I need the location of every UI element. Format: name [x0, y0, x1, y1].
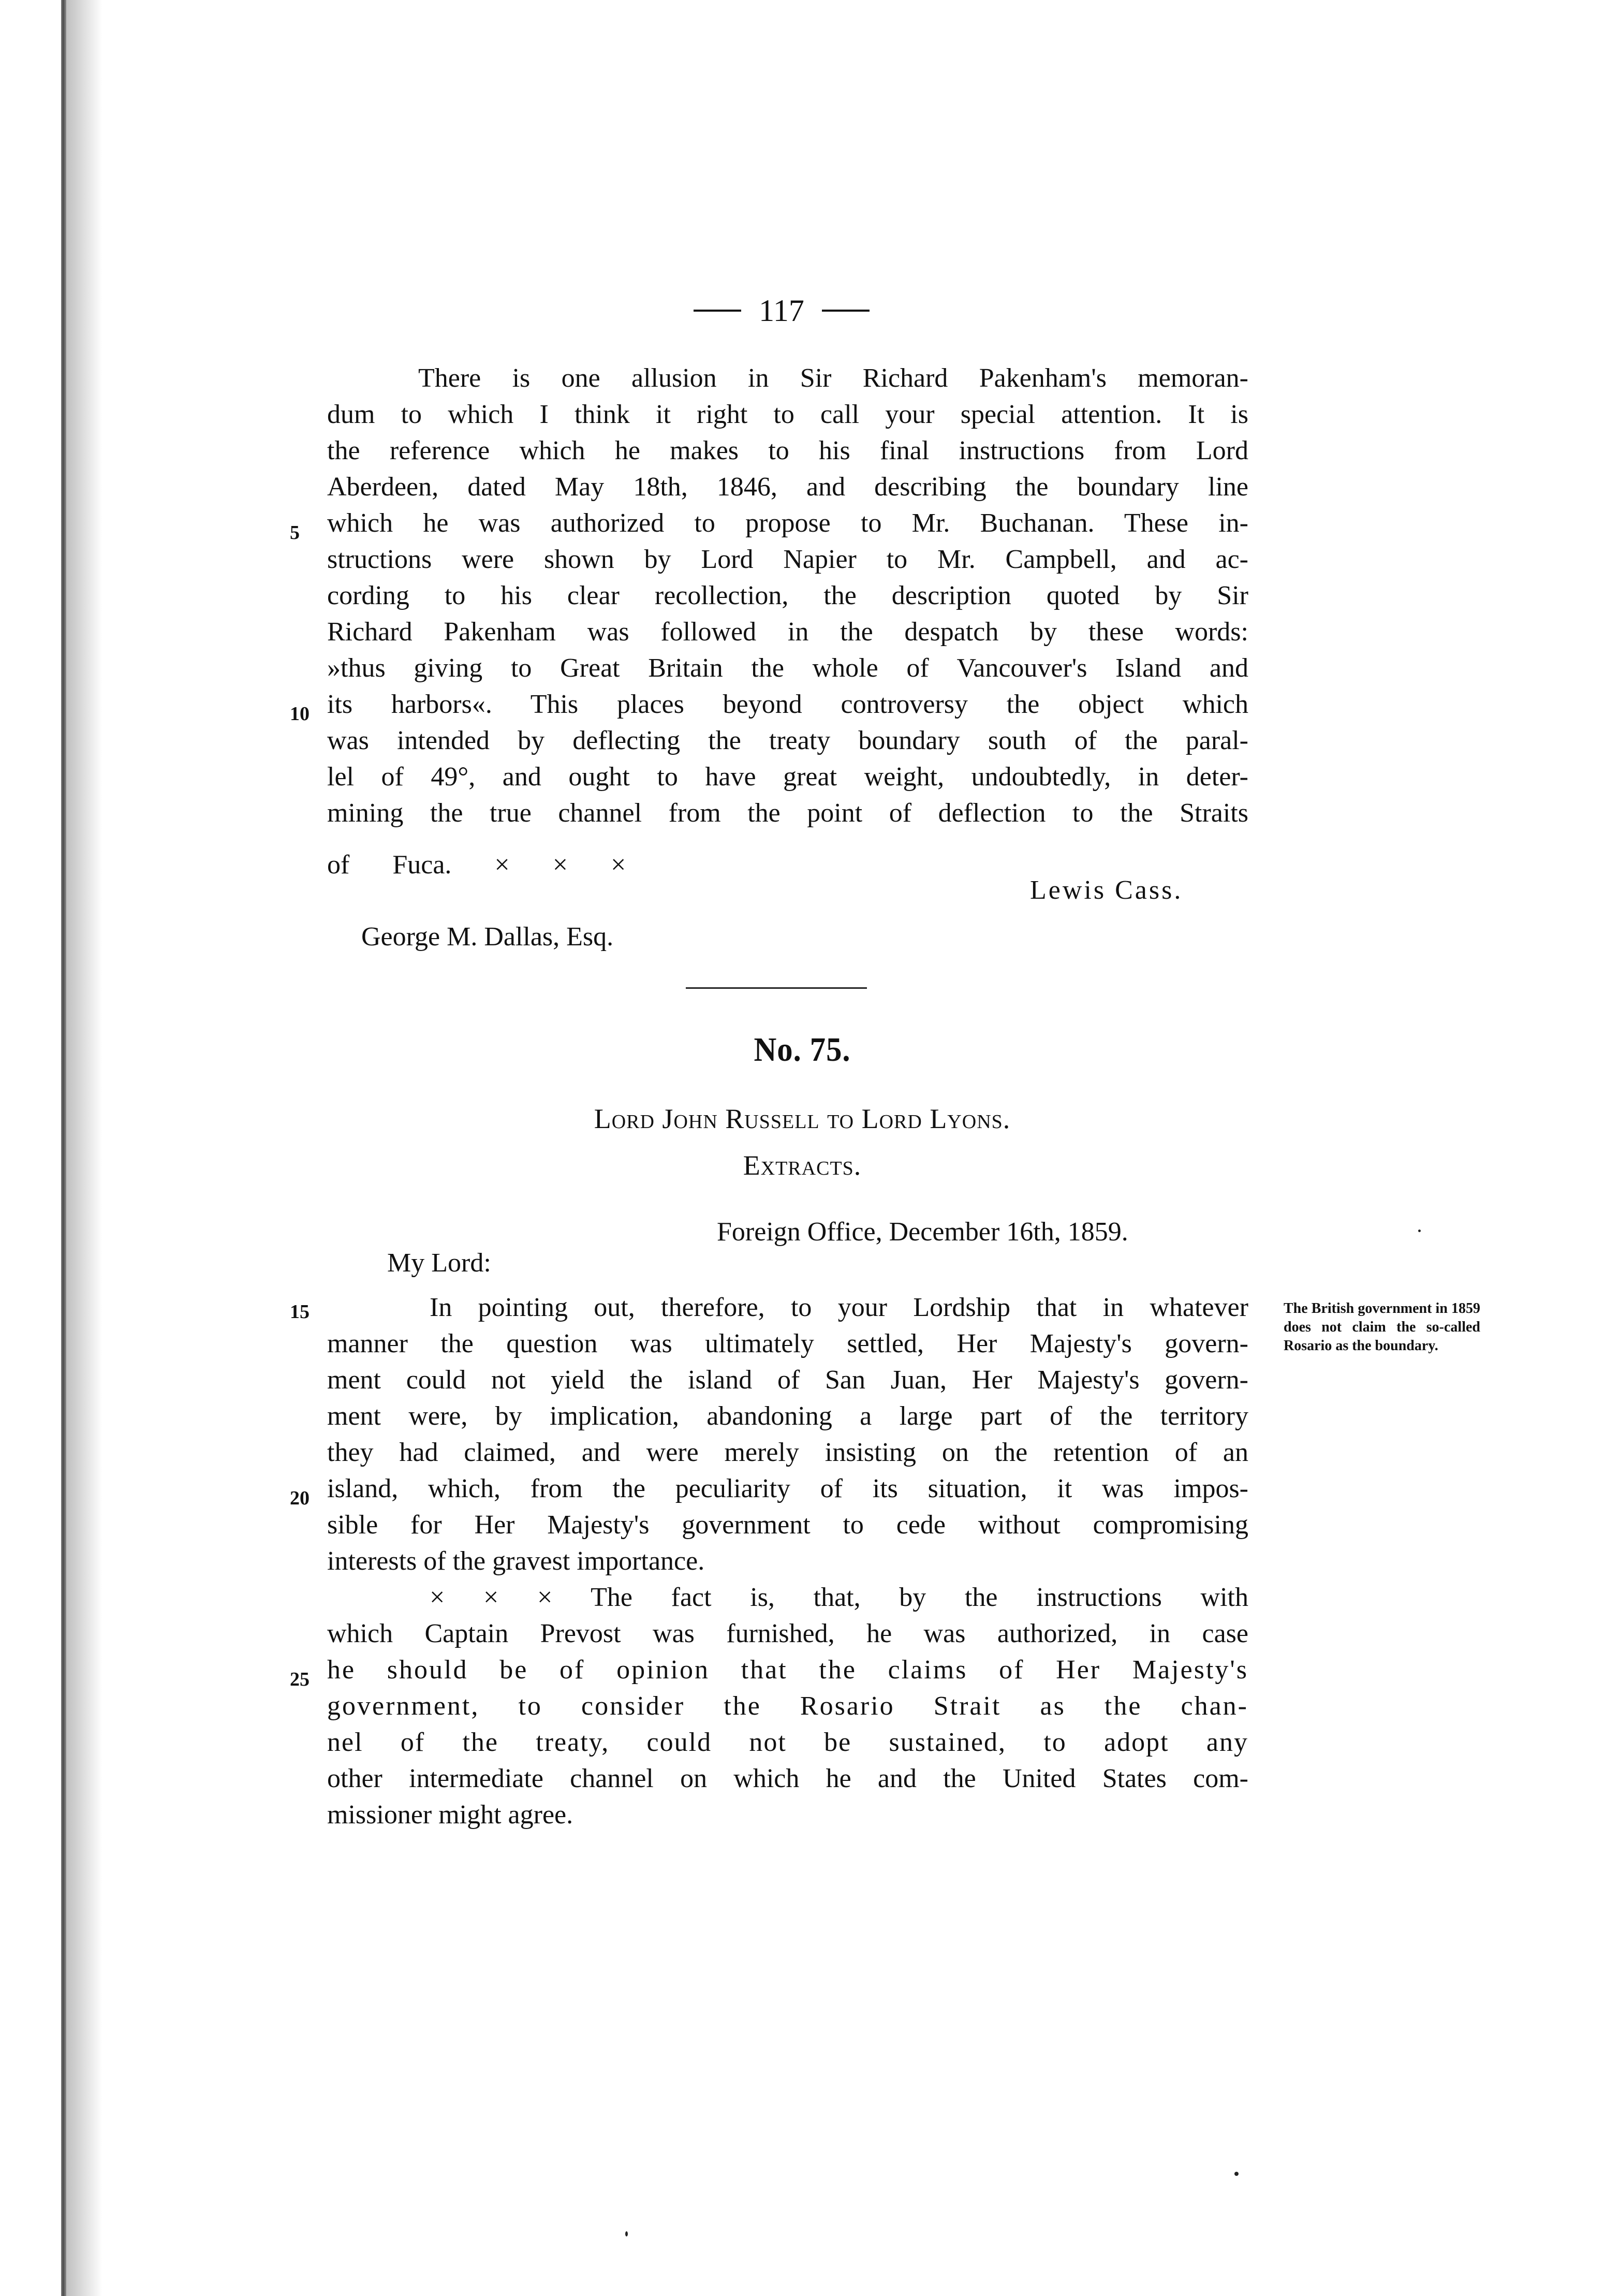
page-number: 117	[759, 293, 804, 328]
text-line: of Fuca. × × ×	[327, 850, 626, 880]
header-dash-left	[694, 310, 741, 312]
text-line: There is one allusion in Sir Richard Pakenham's memoran-	[418, 363, 1248, 393]
text-line: government, to consider the Rosario Strait as the chan-	[327, 1691, 1248, 1721]
text-line: nel of the treaty, could not be sustained, to adopt any	[327, 1728, 1248, 1757]
text-line: manner the question was ultimately settled, Her Majesty's govern-	[327, 1329, 1248, 1358]
margin-note: The British government in 1859 does not claim the so-called Rosario as the boundary.	[1284, 1300, 1480, 1354]
text-line: dum to which I think it right to call your special attention. It is	[327, 400, 1248, 429]
line-number: 10	[290, 703, 310, 725]
text-line: its harbors«. This places beyond controversy the object which	[327, 690, 1248, 719]
text-line: they had claimed, and were merely insisting on the retention of an	[327, 1438, 1248, 1467]
dateline: Foreign Office, December 16th, 1859.	[717, 1217, 1128, 1247]
line-number: 25	[290, 1669, 310, 1690]
text-line: the reference which he makes to his final instructions from Lord	[327, 436, 1248, 465]
text-line: which he was authorized to propose to Mr. Buchanan. These in-	[327, 508, 1248, 538]
scan-gutter-edge	[61, 0, 66, 2296]
scan-speck	[625, 2231, 628, 2236]
salutation: My Lord:	[387, 1248, 491, 1278]
addressee: George M. Dallas, Esq.	[361, 922, 614, 952]
text-line: he should be of opinion that the claims of Her Majesty's	[327, 1655, 1248, 1685]
page-header	[662, 290, 901, 331]
text-line: missioner might agree.	[327, 1800, 573, 1830]
text-line: sible for Her Majesty's government to cede without compromising	[327, 1510, 1248, 1540]
text-line: structions were shown by Lord Napier to Mr. Campbell, and ac-	[327, 545, 1248, 574]
document-title: Lord John Russell to Lord Lyons.	[594, 1103, 1011, 1134]
text-line: lel of 49°, and ought to have great weight, undoubtedly, in deter-	[327, 762, 1248, 792]
signature: Lewis Cass.	[1030, 875, 1183, 905]
scan-speck	[1418, 1230, 1421, 1232]
text-line: was intended by deflecting the treaty boundary south of the paral-	[327, 726, 1248, 755]
text-line: island, which, from the peculiarity of its situation, it was impos-	[327, 1474, 1248, 1503]
scan-speck	[1234, 2172, 1239, 2176]
text-line: interests of the gravest importance.	[327, 1546, 705, 1576]
text-line: mining the true channel from the point of deflection to the Straits	[327, 798, 1248, 828]
text-line: cording to his clear recollection, the description quoted by Sir	[327, 581, 1248, 610]
text-line: »thus giving to Great Britain the whole of Vancouver's Island and	[327, 653, 1248, 683]
line-number: 5	[290, 522, 300, 544]
text-line: which Captain Prevost was furnished, he was authorized, in case	[327, 1619, 1248, 1648]
text-line: ment were, by implication, abandoning a large part of the territory	[327, 1401, 1248, 1431]
text-line: Richard Pakenham was followed in the despatch by these words:	[327, 617, 1248, 647]
line-number: 20	[290, 1487, 310, 1509]
document-number: No. 75.	[754, 1031, 851, 1069]
header-dash-right	[822, 310, 870, 312]
text-line: Aberdeen, dated May 18th, 1846, and describing the boundary line	[327, 472, 1248, 502]
text-line: × × × The fact is, that, by the instructions with	[430, 1583, 1248, 1612]
section-divider	[686, 987, 867, 989]
text-line: ment could not yield the island of San Juan, Her Majesty's govern-	[327, 1365, 1248, 1395]
text-line: other intermediate channel on which he and the United States com-	[327, 1764, 1248, 1793]
document-subtitle: Extracts.	[743, 1150, 862, 1181]
scan-gutter-shadow	[66, 0, 102, 2296]
text-line: In pointing out, therefore, to your Lordship that in whatever	[430, 1293, 1248, 1322]
line-number: 15	[290, 1301, 310, 1323]
